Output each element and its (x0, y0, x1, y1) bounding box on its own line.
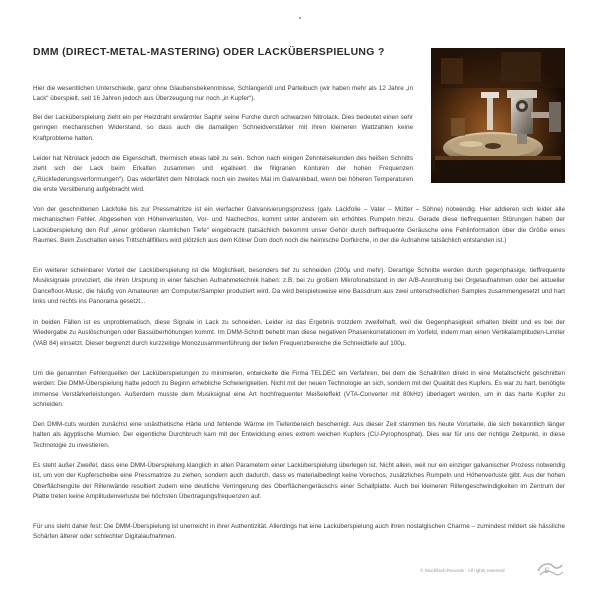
paragraph-intro: Hier die wesentlichen Unterschiede, ganz ohne Glaubensbekenntnisse, Schlangenöl und Parteibuch (wir haben mehr als 12 Jahre „in Lack“ überspielt, seit 16 Jahren jedoch aus Überzeugung nur noch „in Kupfer“). (33, 85, 413, 103)
paragraph-phase: In beiden Fällen ist es unproblematisch, diese Signale in Lack zu schneiden. Leider ist das Ergebnis trotzdem zweifelhaft, weil die Gegenphasigkeit erhalten bleibt und es bei der Wiedergabe zu Auslöschungen oder Bassüberhöhungen kommt. Im DMM-Schnitt behebt man diese negativen Phasenkorrelationen im Vorfeld, indem man einen Vertikalamplituden-Limiter (VAB 84) einsetzt. Dieser begrenzt durch kurzzeitige Monozusammenführung der tiefen Frequenzbereiche die Schneidtiefe auf 100µ. (33, 319, 565, 347)
paragraph-nitrolacquer: Leider hat Nitrolack jedoch die Eigenschaft, thermisch etwas labil zu sein. Schon nach einigen Zehntelsekunden des heißen Schnitts zieht sich der Lack beim Erkalten zusammen und egalisiert die filigranen Konturen der hohen Frequenzen („Rückfederungsverformungen“). Das widerfährt dem Nitrolack noch ein zweites Mal im Galvanikbad, wenn bei höheren Temperaturen die erste Versilberung aufgebracht wird. (33, 155, 413, 193)
stockfisch-logo-icon (536, 559, 564, 579)
cutting-lathe-photo (431, 48, 565, 183)
copyright-notice: © Stockfisch Records · All rights reserved (420, 568, 505, 573)
paragraph-lacquer-cutting: Bei der Lacküberspielung zieht ein per Heizdraht erwärmter Saphir seine Furche durch schwarzen Nitrolack. Dies bedeutet einen sehr geringen mechanischen Widerstand, so dass auch die damaligen Schneidverstärker mit ihren kleineren Wattzahlen keine Kraftprobleme hatten. (33, 114, 413, 142)
page-title: DMM (DIRECT-METAL-MASTERING) ODER LACKÜBERSPIELUNG ? (33, 47, 385, 58)
paragraph-superiority: Es steht außer Zweifel, dass eine DMM-Überspielung klanglich in allen Parametern einer Lacküberspielung überlegen ist. Nicht allein, weil nur ein einziger galvanischer Prozess notwendig ist, um von der Kupferscheibe eine Pressmatrize zu ziehen, sondern auch dadurch, dass es materialbedingt keine Vorechos, zusätzliches Rumpeln und Höhenverluste gibt. Aus der hohen Oberflächengüte der Rillenwände resultiert zudem eine deutliche Verringerung des Oberflächengeräuschs einer Schallplatte. Auch bei kleineren Rillengeschwindigkeiten im Zentrum der Platte treten keine Amplitudenverluste bei höchsten Übertragungsfrequenzen auf. (33, 462, 565, 500)
paragraph-galvanizing: Von der geschnittenen Lackfolie bis zur Pressmatritze ist ein vierfacher Galvanisierungsprozess (galv. Lackfolie – Vater – Mütter – Söhne) notwendig. Hier addieren sich leider alle mechanischen Fehler. Abgesehen von Höhenverlusten, Vor- und Nachechos, kommt unter anderem ein erhöhtes Rumpeln hinzu. Gerade diese tieffrequenten Störungen haben der Lacküberspielung den Ruf „einer größeren räumlichen Tiefe“ eingebracht (tatsächlich bekommt unser Gehör durch tieffrequente Geräusche eine Fehlinformation über die Größe eines Raumes. Beim Zuschalten eines Trittschallfilters wird plötzlich aus dem Kölner Dom doch noch die heimische Dorfkirche, in der die Aufnahme tatsächlich entstanden ist.) (33, 206, 565, 244)
svg-text:s: s (544, 565, 550, 576)
paragraph-deep-cutting: Ein weiterer scheinbarer Vorteil der Lacküberspielung ist die Möglichkeit, besonders tief zu schneiden (200µ und mehr). Derartige Schnitte werden durch gegenphasige, tieffrequente Musiksignale provoziert, die ihren Ursprung in einer falschen Aufnahmetechnik haben: z.B. bei zu großem Mikrofonabstand in der A/B-Anordnung bei Orgelaufnahmen oder bei aktueller Dancefloor-Music, die häufig von Amateuren am Computer/Sampler produziert wird. Da wird beispielsweise eine Bassdrum aus zwei unterschiedlichen Samples zusammengesetzt und hart links und rechts ins Panorama gesetzt... (33, 267, 565, 305)
paragraph-teldec: Um die genannten Fehlerquellen der Lacküberspielungen zu minimieren, entwickelte die Firma TELDEC ein Verfahren, bei dem die Schallrillen direkt in eine Metallschicht geschnitten werden: Die DMM-Überspielung hatte jedoch zu Beginn erhebliche Schwierigkeiten. Nicht mit der neuen Technologie an sich, sondern mit der Qualität des Kupfers. Es war zu hart, benötigte immense Verstärkerleistungen. Außerdem musste dem Musiksignal eine Art hochfrequenter Meißeleffekt (VTA-Converter mit 80kHz) überlagert werden, um in das harte Kupfer zu schneiden. (33, 370, 565, 408)
page-mark (299, 17, 301, 19)
paragraph-conclusion: Für uns steht daher fest: Die DMM-Überspielung ist unerreicht in ihrer Authentizität. Allerdings hat eine Lacküberspielung auch ihren nostalgischen Charme – zumindest mildert sie hässliche Schärfen älterer oder schlechter Digitalaufnahmen. (33, 523, 565, 541)
paragraph-dmm-cuts: Den DMM-cuts wurden zunächst eine unästhetische Härte und fehlende Wärme im Tiefenbereich bescheinigt. Aus dieser Zeit stammen bis heute Vorurteile, die sich bekanntlich länger halten als ägyptische Mumien. Der eigentliche Durchbruch kam mit der Entwicklung eines extrem weichen Kupfers (CU-Pyrophosphat). Dies war für uns der richtige Zeitpunkt, in diese Technologie zu investieren. (33, 421, 565, 449)
